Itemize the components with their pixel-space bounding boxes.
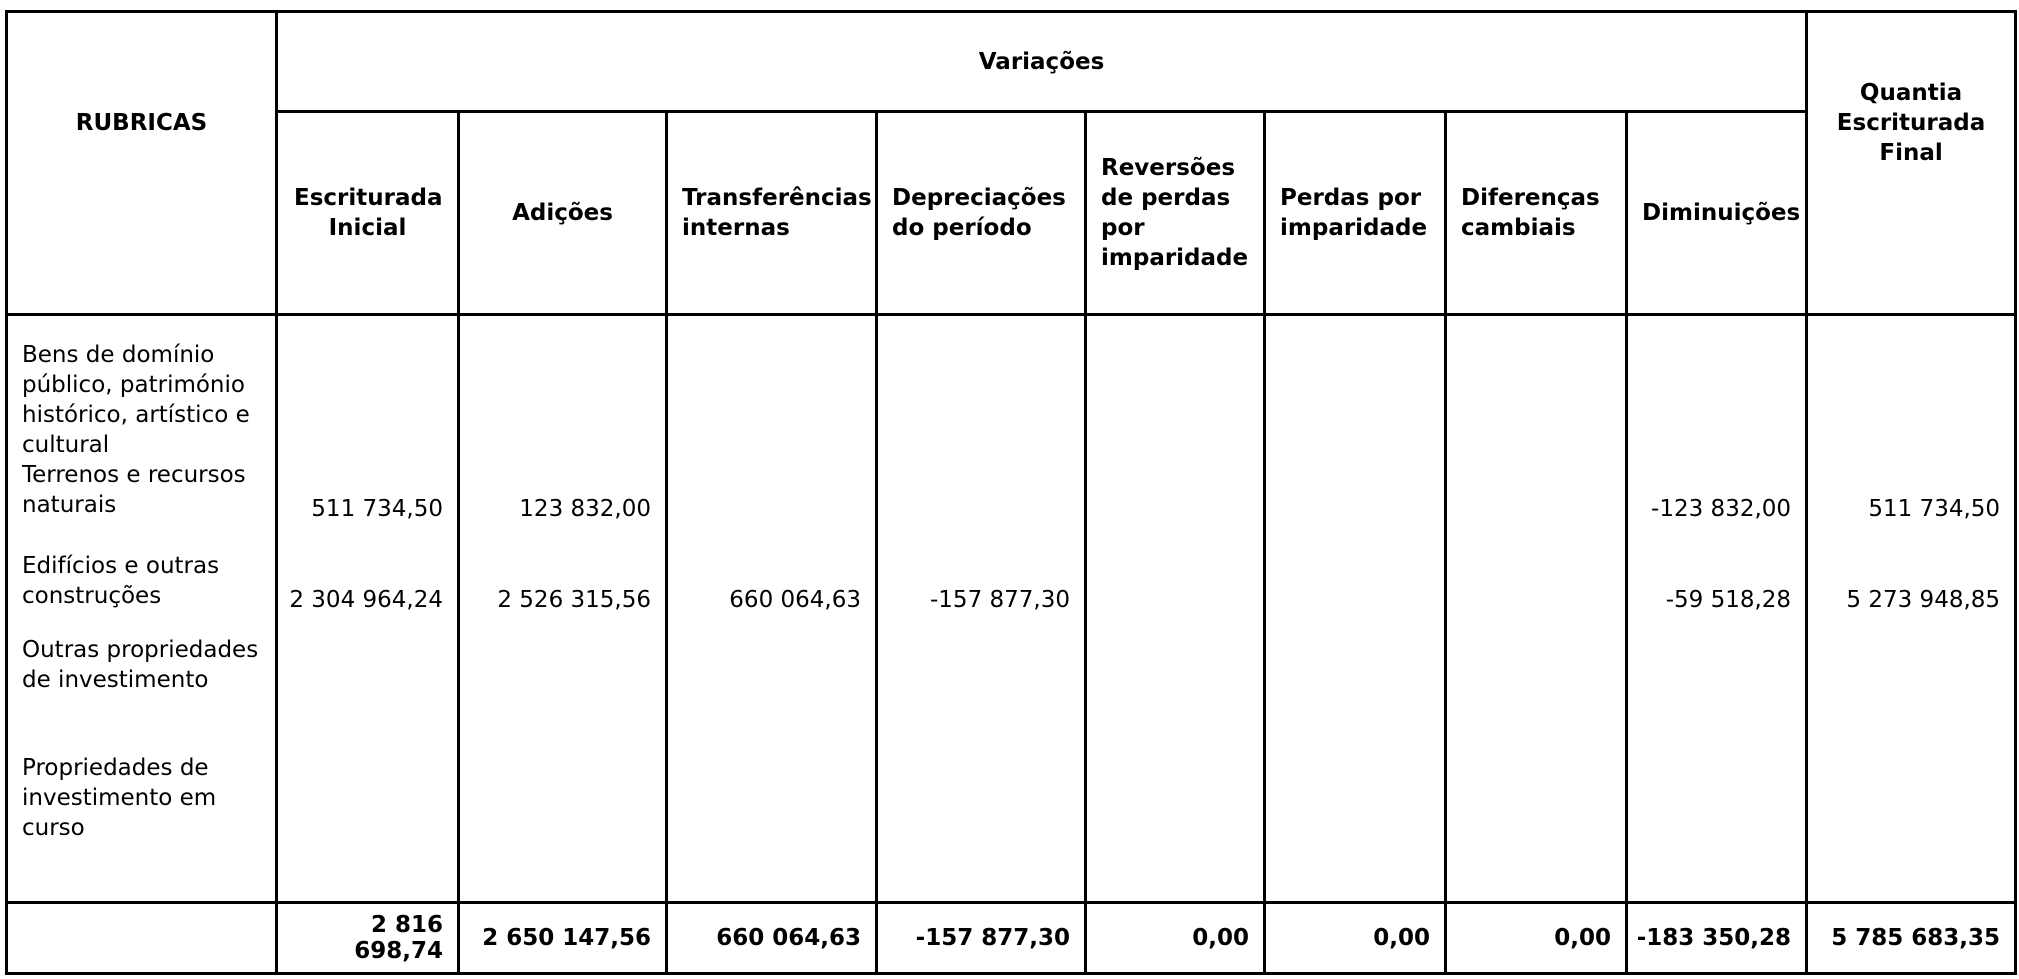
cell-value: 511 734,50 — [1868, 496, 2001, 522]
rubrica-labels-cell — [7, 315, 277, 903]
total-quantia-final: 5 785 683,35 — [1807, 903, 2016, 974]
header-adicoes: Adições — [459, 112, 667, 315]
list-item — [22, 753, 275, 863]
cell-value: -59 518,28 — [1665, 587, 1792, 613]
financial-table-wrapper — [5, 10, 2017, 975]
total-escriturada-inicial: 2 816 698,74 — [277, 903, 459, 974]
totals-row — [7, 903, 2016, 974]
totals-label-cell — [7, 903, 277, 974]
rubrica-label: Terrenos e recursos naturais — [22, 462, 246, 518]
total-reversoes-perdas: 0,00 — [1086, 903, 1265, 974]
table-body-row — [7, 315, 2016, 903]
header-depreciacoes-periodo: Depreciações do período — [877, 112, 1086, 315]
cell-value: 5 273 948,85 — [1846, 587, 2001, 613]
col-depreciacoes-periodo — [877, 315, 1086, 903]
total-transferencias-internas: 660 064,63 — [667, 903, 877, 974]
cell-value: 511 734,50 — [311, 496, 443, 522]
header-escriturada-inicial: Escriturada Inicial — [277, 112, 459, 315]
total-diferencas-cambiais: 0,00 — [1446, 903, 1627, 974]
col-quantia-final — [1807, 315, 2016, 903]
col-perdas-imparidade — [1265, 315, 1446, 903]
cell-value — [878, 494, 1070, 585]
header-diferencas-cambiais: Diferenças cambiais — [1446, 112, 1627, 315]
col-reversoes-perdas — [1086, 315, 1265, 903]
list-item — [22, 316, 275, 460]
header-transferencias-internas: Transferências internas — [667, 112, 877, 315]
total-diminuicoes: -183 350,28 — [1627, 903, 1807, 974]
cell-value: -123 832,00 — [1651, 496, 1792, 522]
header-diminuicoes: Diminuições — [1627, 112, 1807, 315]
cell-value — [668, 494, 861, 585]
cell-value: 2 304 964,24 — [289, 587, 443, 613]
rubrica-label: Outras propriedades de investimento — [22, 637, 259, 693]
rubricas-variations-table — [5, 10, 2017, 975]
total-perdas-imparidade: 0,00 — [1265, 903, 1446, 974]
total-adicoes: 2 650 147,56 — [459, 903, 667, 974]
col-transferencias-internas — [667, 315, 877, 903]
header-rubricas: RUBRICAS — [7, 12, 277, 315]
rubrica-label: Bens de domínio público, património histórico, artístico e cultural — [22, 342, 250, 458]
list-item — [22, 460, 275, 551]
cell-value: 660 064,63 — [729, 587, 861, 613]
rubrica-label: Propriedades de investimento em curso — [22, 755, 217, 841]
rubrica-label: Edifícios e outras construções — [22, 553, 220, 609]
col-diminuicoes — [1627, 315, 1807, 903]
col-escriturada-inicial — [277, 315, 459, 903]
col-diferencas-cambiais — [1446, 315, 1627, 903]
header-perdas-imparidade: Perdas por imparidade — [1265, 112, 1446, 315]
cell-value: -157 877,30 — [930, 587, 1070, 613]
cell-value: 2 526 315,56 — [497, 587, 651, 613]
col-adicoes — [459, 315, 667, 903]
header-reversoes-perdas: Reversões de perdas por imparidade — [1086, 112, 1265, 315]
list-item — [22, 635, 275, 753]
header-variacoes: Variações — [277, 12, 1807, 112]
total-depreciacoes-periodo: -157 877,30 — [877, 903, 1086, 974]
header-quantia-final: Quantia Escriturada Final — [1807, 12, 2016, 315]
list-item — [22, 551, 275, 635]
cell-value: 123 832,00 — [519, 496, 651, 522]
